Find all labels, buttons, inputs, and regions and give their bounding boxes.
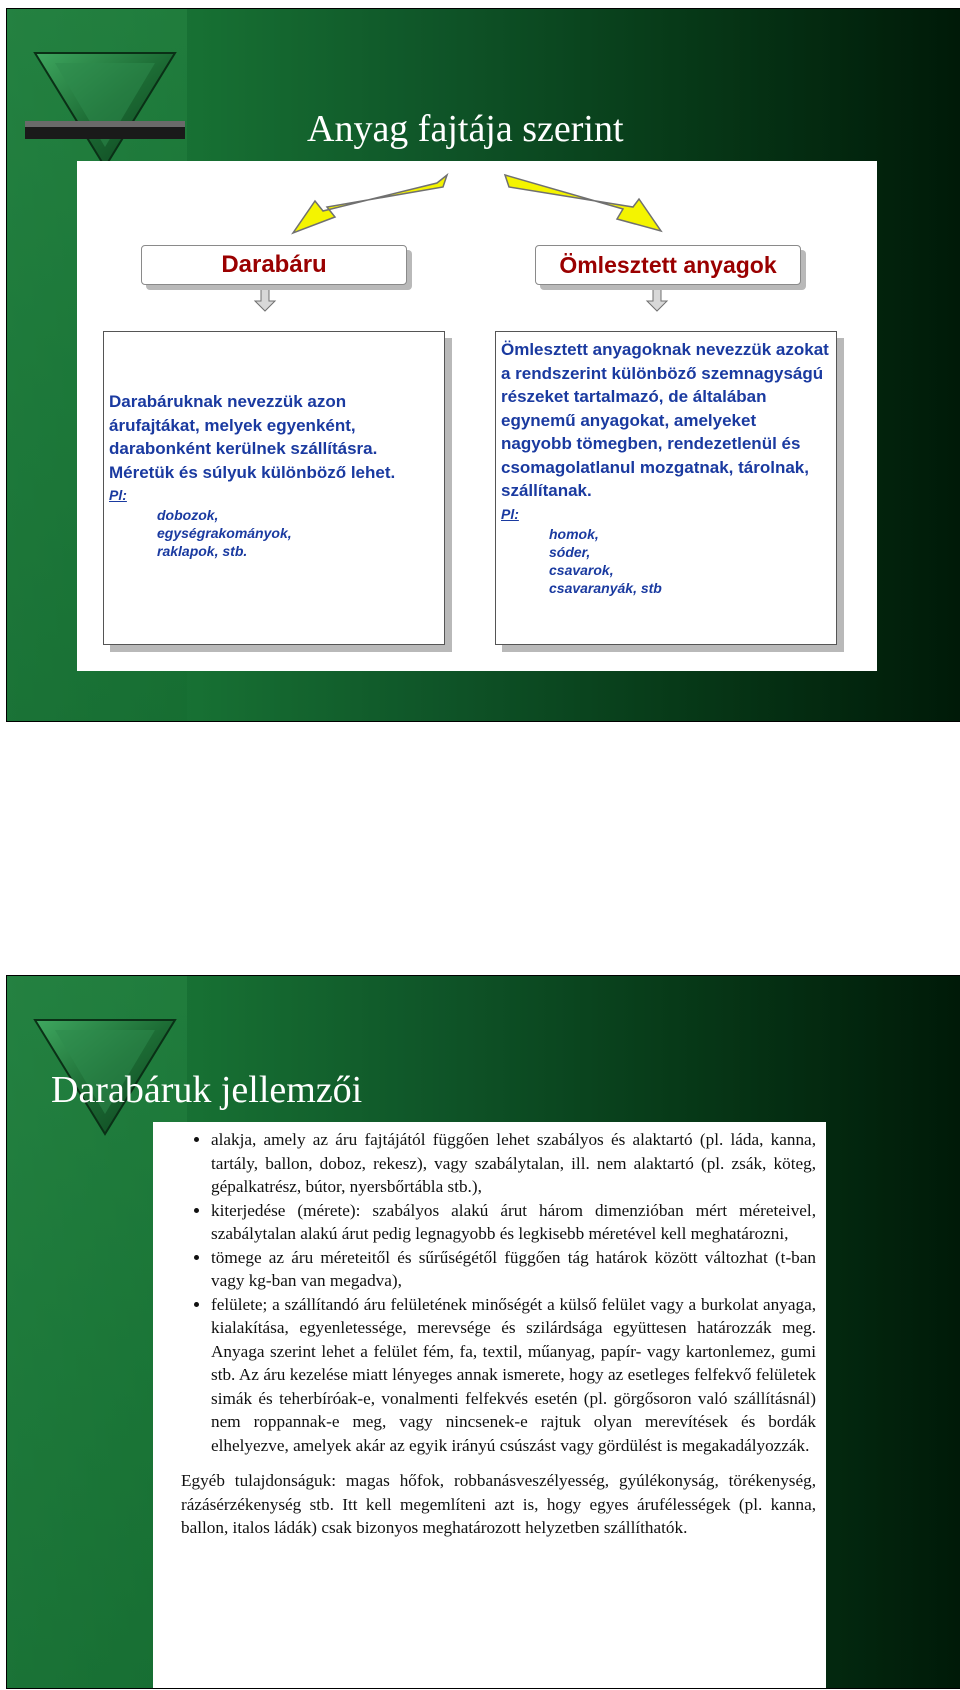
darabaru-pl-label: Pl: xyxy=(109,487,127,503)
characteristics-list xyxy=(181,1128,816,1457)
omlesztett-header: Ömlesztett anyagok xyxy=(535,245,801,285)
list-item: egységrakományok, xyxy=(157,525,292,541)
slide-title: Anyag fajtája szerint xyxy=(307,108,624,150)
list-item: • felülete; a szállítandó áru felületének minőségét a külső felület vagy a burkolat anyaga, kialakítása, egyenletessége, merevsége és szilárdsága együttesen határozzák meg. Anyaga szerint lehet a felület fém, fa, textil, műanyag, papír- vagy kartonlemez, gumi stb. Az áru kezelése miatt lényeges annak ismerete, hogy az esetleges felfekvő felületek simák és teherbíróak-e, vonalmenti felfekvés esetén (pl. görgősoron való szállításnál) nem roppannak-e meg, vagy nincsenek-e rajtuk olyan merevítések és bordák elhelyezve, amelyek akár az egyik irányú csúszást vagy gördülést is megakadályozzák. xyxy=(211,1293,816,1458)
darabaru-description xyxy=(103,331,445,645)
slide-title: Darabáruk jellemzői xyxy=(51,1069,363,1111)
list-item: homok, xyxy=(549,525,599,542)
omlesztett-examples xyxy=(549,525,830,597)
list-item: dobozok, xyxy=(157,507,219,523)
list-item: csavaranyák, stb xyxy=(549,579,662,596)
list-item: • tömege az áru méreteitől és sűrűségétől függően tág határok között változhat (t-ban vagy kg-ban van megadva), xyxy=(211,1246,816,1293)
omlesztett-pl-label: Pl: xyxy=(501,505,519,522)
omlesztett-text: Ömlesztett anyagoknak nevezzük azokat a rendszerint különböző szemnagyságú részeket tartalmazó, de általában egynemű anyagokat, amelyeket nagyobb tömegben, rendezetlenül és csomagolatlanul mozgatnak, tárolnak, szállítanak. xyxy=(501,340,829,500)
list-item: sóder, xyxy=(549,543,591,560)
darabaru-examples xyxy=(157,506,438,560)
darabaru-text: Darabáruknak nevezzük azon árufajtákat, melyek egyenként, darabonként kerülnek szállításra. Méretük és súlyuk különböző lehet. xyxy=(109,392,396,482)
other-properties-paragraph: Egyéb tulajdonságuk: magas hőfok, robbanásveszélyesség, gyúlékonyság, törékenység, rázásérzékenység stb. Itt kell megemlíteni azt is, hogy egyes árufélességek (pl. kanna, ballon, italos ládák) csak bizonyos meghatározott helyzetben szállíthatók. xyxy=(181,1471,816,1537)
omlesztett-description xyxy=(495,331,837,645)
characteristics-text xyxy=(153,1122,826,1688)
list-item: • kiterjedése (mérete): szabályos alakú árut három dimenzióban mért méreteivel, szabálytalan alakú árut pedig legnagyobb és legkisebb méretével kell meghatározni, xyxy=(211,1199,816,1246)
list-item: raklapok, stb. xyxy=(157,543,248,559)
material-type-figure xyxy=(77,161,877,671)
triangle-logo-icon xyxy=(25,39,185,169)
darabaru-header: Darabáru xyxy=(141,245,407,285)
slide-1 xyxy=(6,8,960,722)
list-item: • alakja, amely az áru fajtájától függően lehet szabályos és alaktartó (pl. láda, kanna, tartály, ballon, doboz, rekesz), vagy szabálytalan, ill. nem alaktartó (pl. zsák, köteg, gépalkatrész, bútor, nyersbőrtábla stb.), xyxy=(211,1128,816,1199)
list-item: csavarok, xyxy=(549,561,614,578)
slide-2 xyxy=(6,975,960,1689)
